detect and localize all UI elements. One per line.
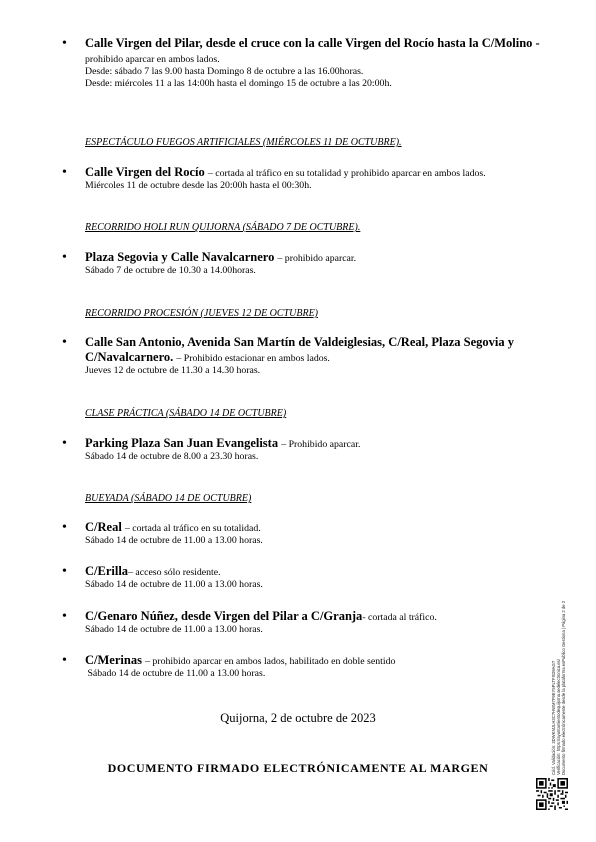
bullet: • [62, 165, 67, 180]
item-title: Plaza Segovia y Calle Navalcarnero [85, 250, 275, 264]
item-schedule: Miércoles 11 de octubre desde las 20:00h hasta el 00:30h. [85, 180, 312, 191]
item-description: – Prohibido aparcar. [281, 439, 361, 450]
place-date: Quijorna, 2 de octubre de 2023 [220, 711, 376, 725]
item-title: Parking Plaza San Juan Evangelista [85, 436, 279, 450]
item-title: C/Real [85, 520, 122, 534]
bullet: • [62, 436, 67, 451]
item-description: – cortada al tráfico en su totalidad y prohibido aparcar en ambos lados. [207, 168, 486, 179]
item-description: – acceso sólo residente. [128, 567, 221, 578]
signature-notice: DOCUMENTO FIRMADO ELECTRÓNICAMENTE AL MARGEN [107, 761, 489, 775]
list-item [62, 436, 542, 463]
validation-code: Cód. Validación: 3DWKMJLH3C7HWM7F9EY5PLTFXD9AGT [551, 660, 556, 775]
item-title: Calle Virgen del Pilar, desde el cruce con la calle Virgen del Rocío hasta la C/Molino - [85, 36, 540, 50]
item-schedule: Desde: miércoles 11 a las 14:00h hasta el domingo 15 de octubre a las 20:00h. [85, 78, 392, 89]
item-description: - cortada al tráfico. [362, 612, 437, 623]
item-description: – prohibido aparcar en ambos lados, habilitado en doble sentido [145, 656, 396, 667]
list-item [62, 36, 542, 90]
item-description: – Prohibido estacionar en ambos lados. [176, 353, 330, 364]
item-description: prohibido aparcar en ambos lados. [85, 54, 220, 65]
list-item [62, 564, 542, 591]
item-schedule: Jueves 12 de octubre de 11.30 a 14.30 horas. [85, 365, 261, 376]
list-item [62, 250, 542, 277]
bullet: • [62, 564, 67, 579]
item-schedule: Desde: sábado 7 las 9.00 hasta Domingo 8 de octubre a las 16.00horas. [85, 66, 364, 77]
list-item [62, 609, 542, 636]
item-title: C/Genaro Núñez, desde Virgen del Pilar a C/Granja [85, 609, 363, 623]
verification-url: Verificación: https://ayuntamientodequijorna.sedelectronica.es/ [556, 659, 562, 775]
item-schedule: Sábado 7 de octubre de 10.30 a 14.00horas. [85, 265, 256, 276]
list-item [62, 335, 542, 377]
item-title: Calle San Antonio, Avenida San Martín de Valdeiglesias, C/Real, Plaza Segovia y C/Navalcarnero. [85, 335, 514, 364]
item-description: – prohibido aparcar. [277, 253, 357, 264]
item-schedule: Sábado 14 de octubre de 11.00 a 13.00 horas. [85, 535, 263, 546]
list-item [62, 520, 542, 547]
bullet: • [62, 36, 67, 51]
signature-platform-note: Documento firmado electrónicamente desde la plataforma esPublico Gestiona | Página 2 de 2 [561, 600, 567, 775]
section-heading-bueyada: BUEYADA (SÁBADO 14 DE OCTUBRE) [85, 493, 252, 504]
section-heading-procesion: RECORRIDO PROCESIÓN (JUEVES 12 DE OCTUBRE) [85, 308, 319, 319]
bullet: • [62, 609, 67, 624]
item-schedule: Sábado 14 de octubre de 8.00 a 23.30 horas. [85, 451, 259, 462]
item-description: – cortada al tráfico en su totalidad. [124, 523, 261, 534]
list-item [62, 165, 542, 192]
item-title: C/Merinas [85, 653, 142, 667]
bullet: • [62, 520, 67, 535]
bullet: • [62, 250, 67, 265]
bullet: • [62, 653, 67, 668]
item-schedule: Sábado 14 de octubre de 11.00 a 13.00 horas. [85, 624, 263, 635]
list-item [62, 653, 542, 680]
validation-side-text [551, 555, 579, 775]
section-heading-clase: CLASE PRÁCTICA (SÁBADO 14 DE OCTUBRE) [85, 408, 287, 419]
bullet: • [62, 335, 67, 350]
item-title: C/Erilla [85, 564, 129, 578]
qr-code-icon [536, 778, 568, 810]
item-title: Calle Virgen del Rocío [85, 165, 205, 179]
item-schedule: Sábado 14 de octubre de 11.00 a 13.00 horas. [85, 668, 266, 679]
section-heading-holi: RECORRIDO HOLI RUN QUIJORNA (SÁBADO 7 DE OCTUBRE). [85, 222, 361, 233]
item-schedule: Sábado 14 de octubre de 11.00 a 13.00 horas. [85, 579, 263, 590]
section-heading-fuegos: ESPECTÁCULO FUEGOS ARTIFICIALES (MIÉRCOLES 11 DE OCTUBRE). [85, 137, 402, 148]
